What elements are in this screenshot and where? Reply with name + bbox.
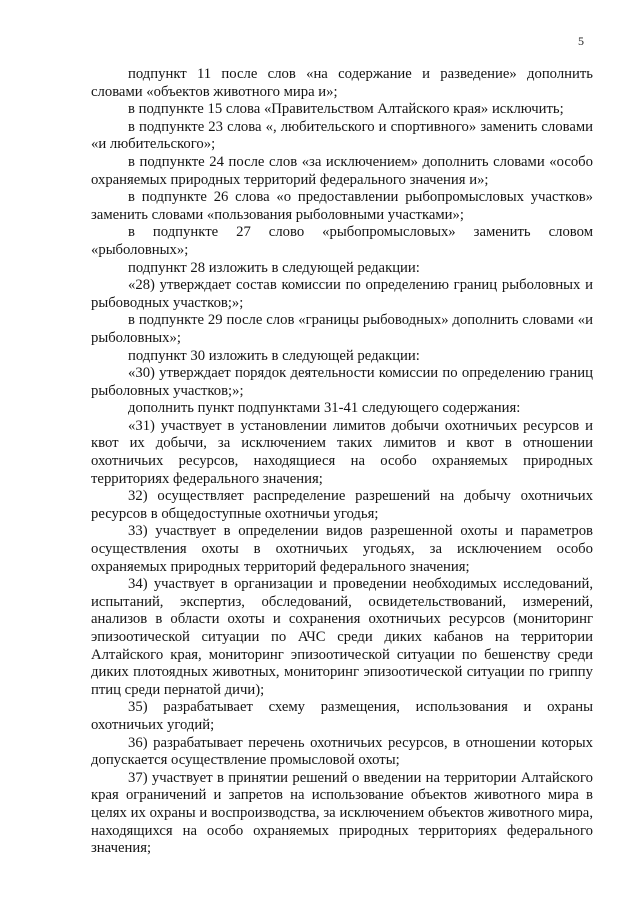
- paragraph: «30) утверждает порядок деятельности комиссии по определению границ рыболовных участков;»;: [91, 365, 593, 399]
- paragraph: в подпункте 26 слова «о предоставлении рыбопромысловых участков» заменить словами «пользования рыболовными участками»;: [91, 189, 593, 223]
- paragraph: в подпункте 23 слова «, любительского и спортивного» заменить словами «и любительского»;: [91, 118, 593, 153]
- paragraph: в подпункте 27 слово «рыбопромысловых» заменить словом «рыболовных»;: [91, 224, 593, 258]
- paragraph: в подпункте 24 после слов «за исключением» дополнить словами «особо охраняемых природных территорий федерального значения и»;: [91, 153, 593, 188]
- paragraph: дополнить пункт подпунктами 31-41 следующего содержания:: [128, 400, 521, 417]
- paragraph: 36) разрабатывает перечень охотничьих ресурсов, в отношении которых допускается осуществление промысловой охоты;: [91, 734, 593, 769]
- paragraph: 32) осуществляет распределение разрешений на добычу охотничьих ресурсов в общедоступные охотничьи угодья;: [91, 488, 593, 522]
- page-number: 5: [578, 34, 584, 48]
- paragraph: в подпункте 15 слова «Правительством Алтайского края» исключить;: [128, 101, 564, 118]
- paragraph: подпункт 28 изложить в следующей редакции:: [128, 259, 420, 276]
- paragraph: 35) разрабатывает схему размещения, использования и охраны охотничьих угодий;: [91, 699, 593, 733]
- paragraph: «31) участвует в установлении лимитов добычи охотничьих ресурсов и квот их добычи, за исключением таких лимитов и квот в отношении охотничьих ресурсов, находящиеся на особо охраняемых природных территориях федерального значения;: [91, 417, 593, 487]
- paragraph: подпункт 11 после слов «на содержание и разведение» дополнить словами «объектов животного мира и»;: [91, 66, 593, 100]
- paragraph: «28) утверждает состав комиссии по определению границ рыболовных и рыбоводных участков;»;: [91, 277, 593, 311]
- paragraph: 33) участвует в определении видов разрешенной охоты и параметров осуществления охоты в охотничьих угодьях, за исключением особо охраняемых природных территорий федерального значения;: [91, 523, 593, 575]
- paragraph: подпункт 30 изложить в следующей редакции:: [128, 347, 420, 364]
- paragraph: 34) участвует в организации и проведении необходимых исследований, испытаний, экспертиз, обследований, освидетельствований, измерений, анализов в области охоты и сохранения охотничьих ресурсов (мониторинг эпизоотической ситуации по АЧС среди диких кабанов на территории Алтайского края, мониторинг эпизоотической ситуации по бешенству среди диких плотоядных животных, мониторинг эпизоотической ситуации по гриппу птиц среди пернатой дичи);: [91, 576, 593, 698]
- document-body: [91, 66, 593, 858]
- paragraph: 37) участвует в принятии решений о введении на территории Алтайского края ограничений и запретов на использование объектов животного мира в целях их охраны и воспроизводства, за исключением объектов животного мира, находящихся на особо охраняемых природных территориях федерального значения;: [91, 769, 593, 857]
- paragraph: в подпункте 29 после слов «границы рыбоводных» дополнить словами «и рыболовных»;: [91, 312, 593, 346]
